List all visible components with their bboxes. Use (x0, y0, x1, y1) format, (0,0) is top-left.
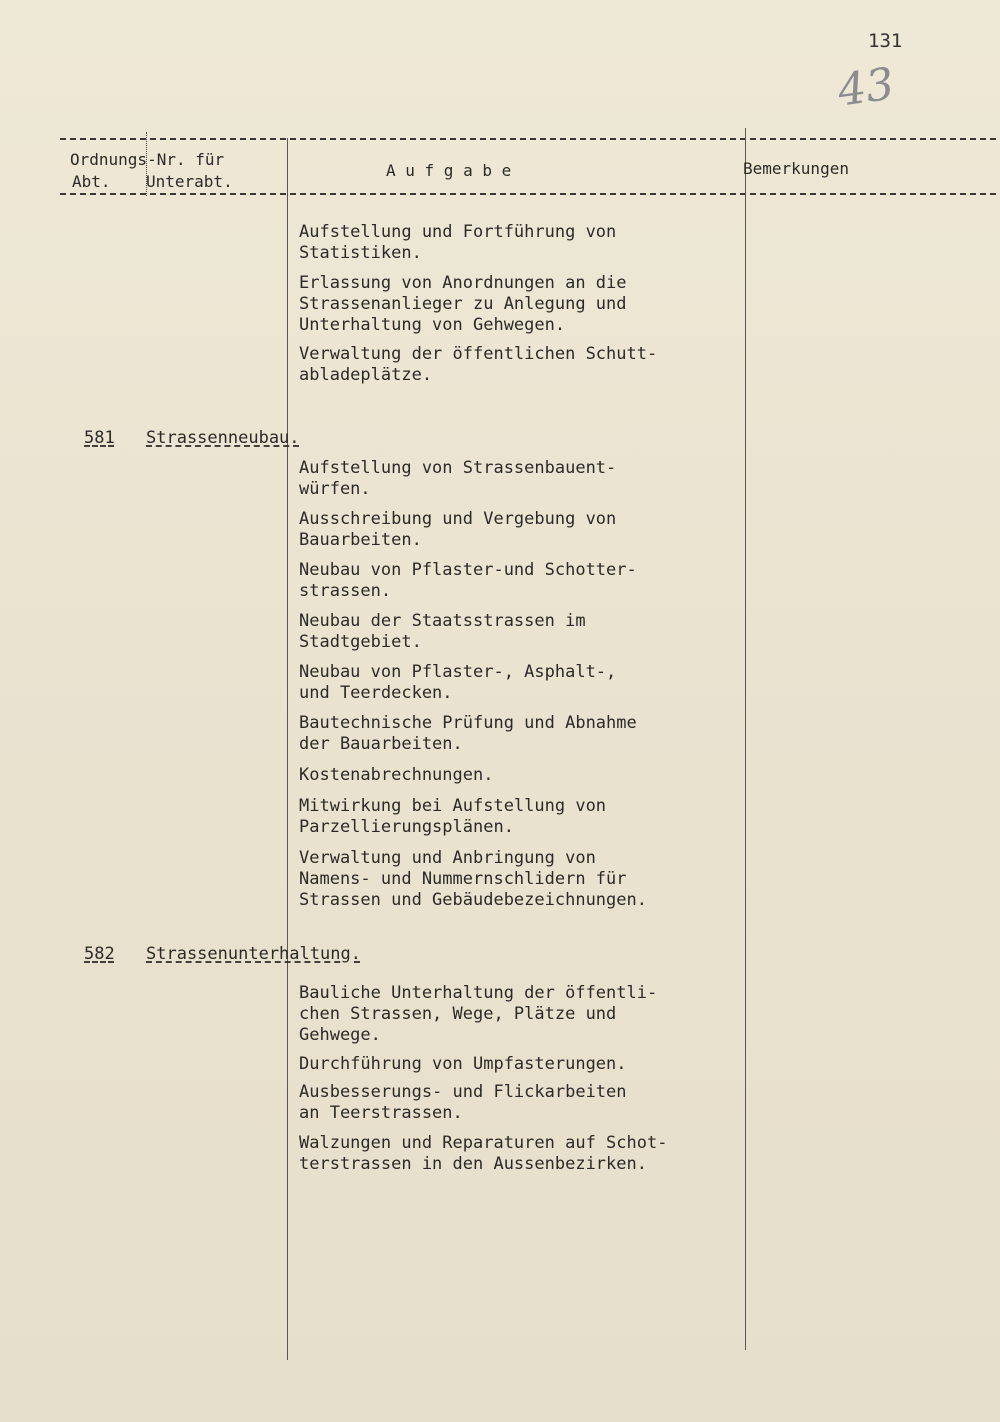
task-line: Ausschreibung und Vergebung von (299, 509, 617, 529)
task-line: Aufstellung von Strassenbauent- (299, 458, 617, 478)
header-top-rule (60, 138, 996, 140)
task-item (299, 796, 606, 838)
handwritten-page-number: 43 (834, 58, 898, 117)
task-line: Bautechnische Prüfung und Abnahme (299, 713, 637, 733)
header-ordnungs-nr: Ordnungs-Nr. für (70, 150, 225, 169)
task-line: würfen. (299, 479, 371, 499)
task-line: Walzungen und Reparaturen auf Schot- (299, 1133, 668, 1153)
task-line: Bauarbeiten. (299, 530, 422, 550)
task-item (299, 222, 616, 264)
page-number: 131 (868, 30, 903, 52)
task-line: Erlassung von Anordnungen an die (299, 273, 627, 293)
task-line: abladeplätze. (299, 365, 433, 385)
task-line: der Bauarbeiten. (299, 734, 463, 754)
section-number: 582 (84, 944, 115, 964)
header-bemerkungen: Bemerkungen (743, 159, 849, 178)
task-line: Kostenabrechnungen. (299, 765, 494, 785)
task-line: Parzellierungsplänen. (299, 817, 514, 837)
task-item (299, 765, 493, 786)
task-line: Statistiken. (299, 243, 422, 263)
task-line: Gehwege. (299, 1025, 381, 1045)
task-line: strassen. (299, 581, 392, 601)
task-item (299, 983, 657, 1046)
task-line: Stadtgebiet. (299, 632, 422, 652)
task-item (299, 560, 637, 602)
task-line: Neubau von Pflaster-, Asphalt-, (299, 662, 617, 682)
task-item (299, 1054, 627, 1075)
task-item (299, 509, 616, 551)
section-title: Strassenneubau. (146, 428, 300, 448)
task-item (299, 1133, 667, 1175)
task-line: Unterhaltung von Gehwegen. (299, 315, 566, 335)
task-line: Ausbesserungs- und Flickarbeiten (299, 1082, 627, 1102)
task-line: chen Strassen, Wege, Plätze und (299, 1004, 617, 1024)
task-item (299, 662, 616, 704)
section-title: Strassenunterhaltung. (146, 944, 361, 964)
task-line: Neubau von Pflaster-und Schotter- (299, 560, 637, 580)
task-item (299, 713, 637, 755)
task-line: terstrassen in den Aussenbezirken. (299, 1154, 647, 1174)
task-line: Durchführung von Umpfasterungen. (299, 1054, 627, 1074)
column-divider-aufgabe (287, 138, 288, 1360)
task-line: Namens- und Nummernschlidern für (299, 869, 627, 889)
task-item (299, 344, 657, 386)
task-line: Mitwirkung bei Aufstellung von (299, 796, 607, 816)
task-line: an Teerstrassen. (299, 1103, 463, 1123)
section-number: 581 (84, 428, 115, 448)
header-aufgabe: A u f g a b e (386, 161, 512, 180)
task-item (299, 458, 616, 500)
task-item (299, 848, 647, 911)
column-divider-bemerkungen (745, 128, 746, 1350)
task-line: Strassenanlieger zu Anlegung und (299, 294, 627, 314)
task-item (299, 273, 627, 336)
task-line: Strassen und Gebäudebezeichnungen. (299, 890, 647, 910)
task-item (299, 1082, 627, 1124)
task-item (299, 611, 586, 653)
header-bottom-rule (60, 193, 996, 195)
header-unterabt: Unterabt. (146, 172, 233, 191)
task-line: Neubau der Staatsstrassen im (299, 611, 586, 631)
task-line: und Teerdecken. (299, 683, 453, 703)
task-line: Bauliche Unterhaltung der öffentli- (299, 983, 658, 1003)
task-line: Aufstellung und Fortführung von (299, 222, 617, 242)
header-abt: Abt. (72, 172, 111, 191)
task-line: Verwaltung und Anbringung von (299, 848, 596, 868)
task-line: Verwaltung der öffentlichen Schutt- (299, 344, 658, 364)
